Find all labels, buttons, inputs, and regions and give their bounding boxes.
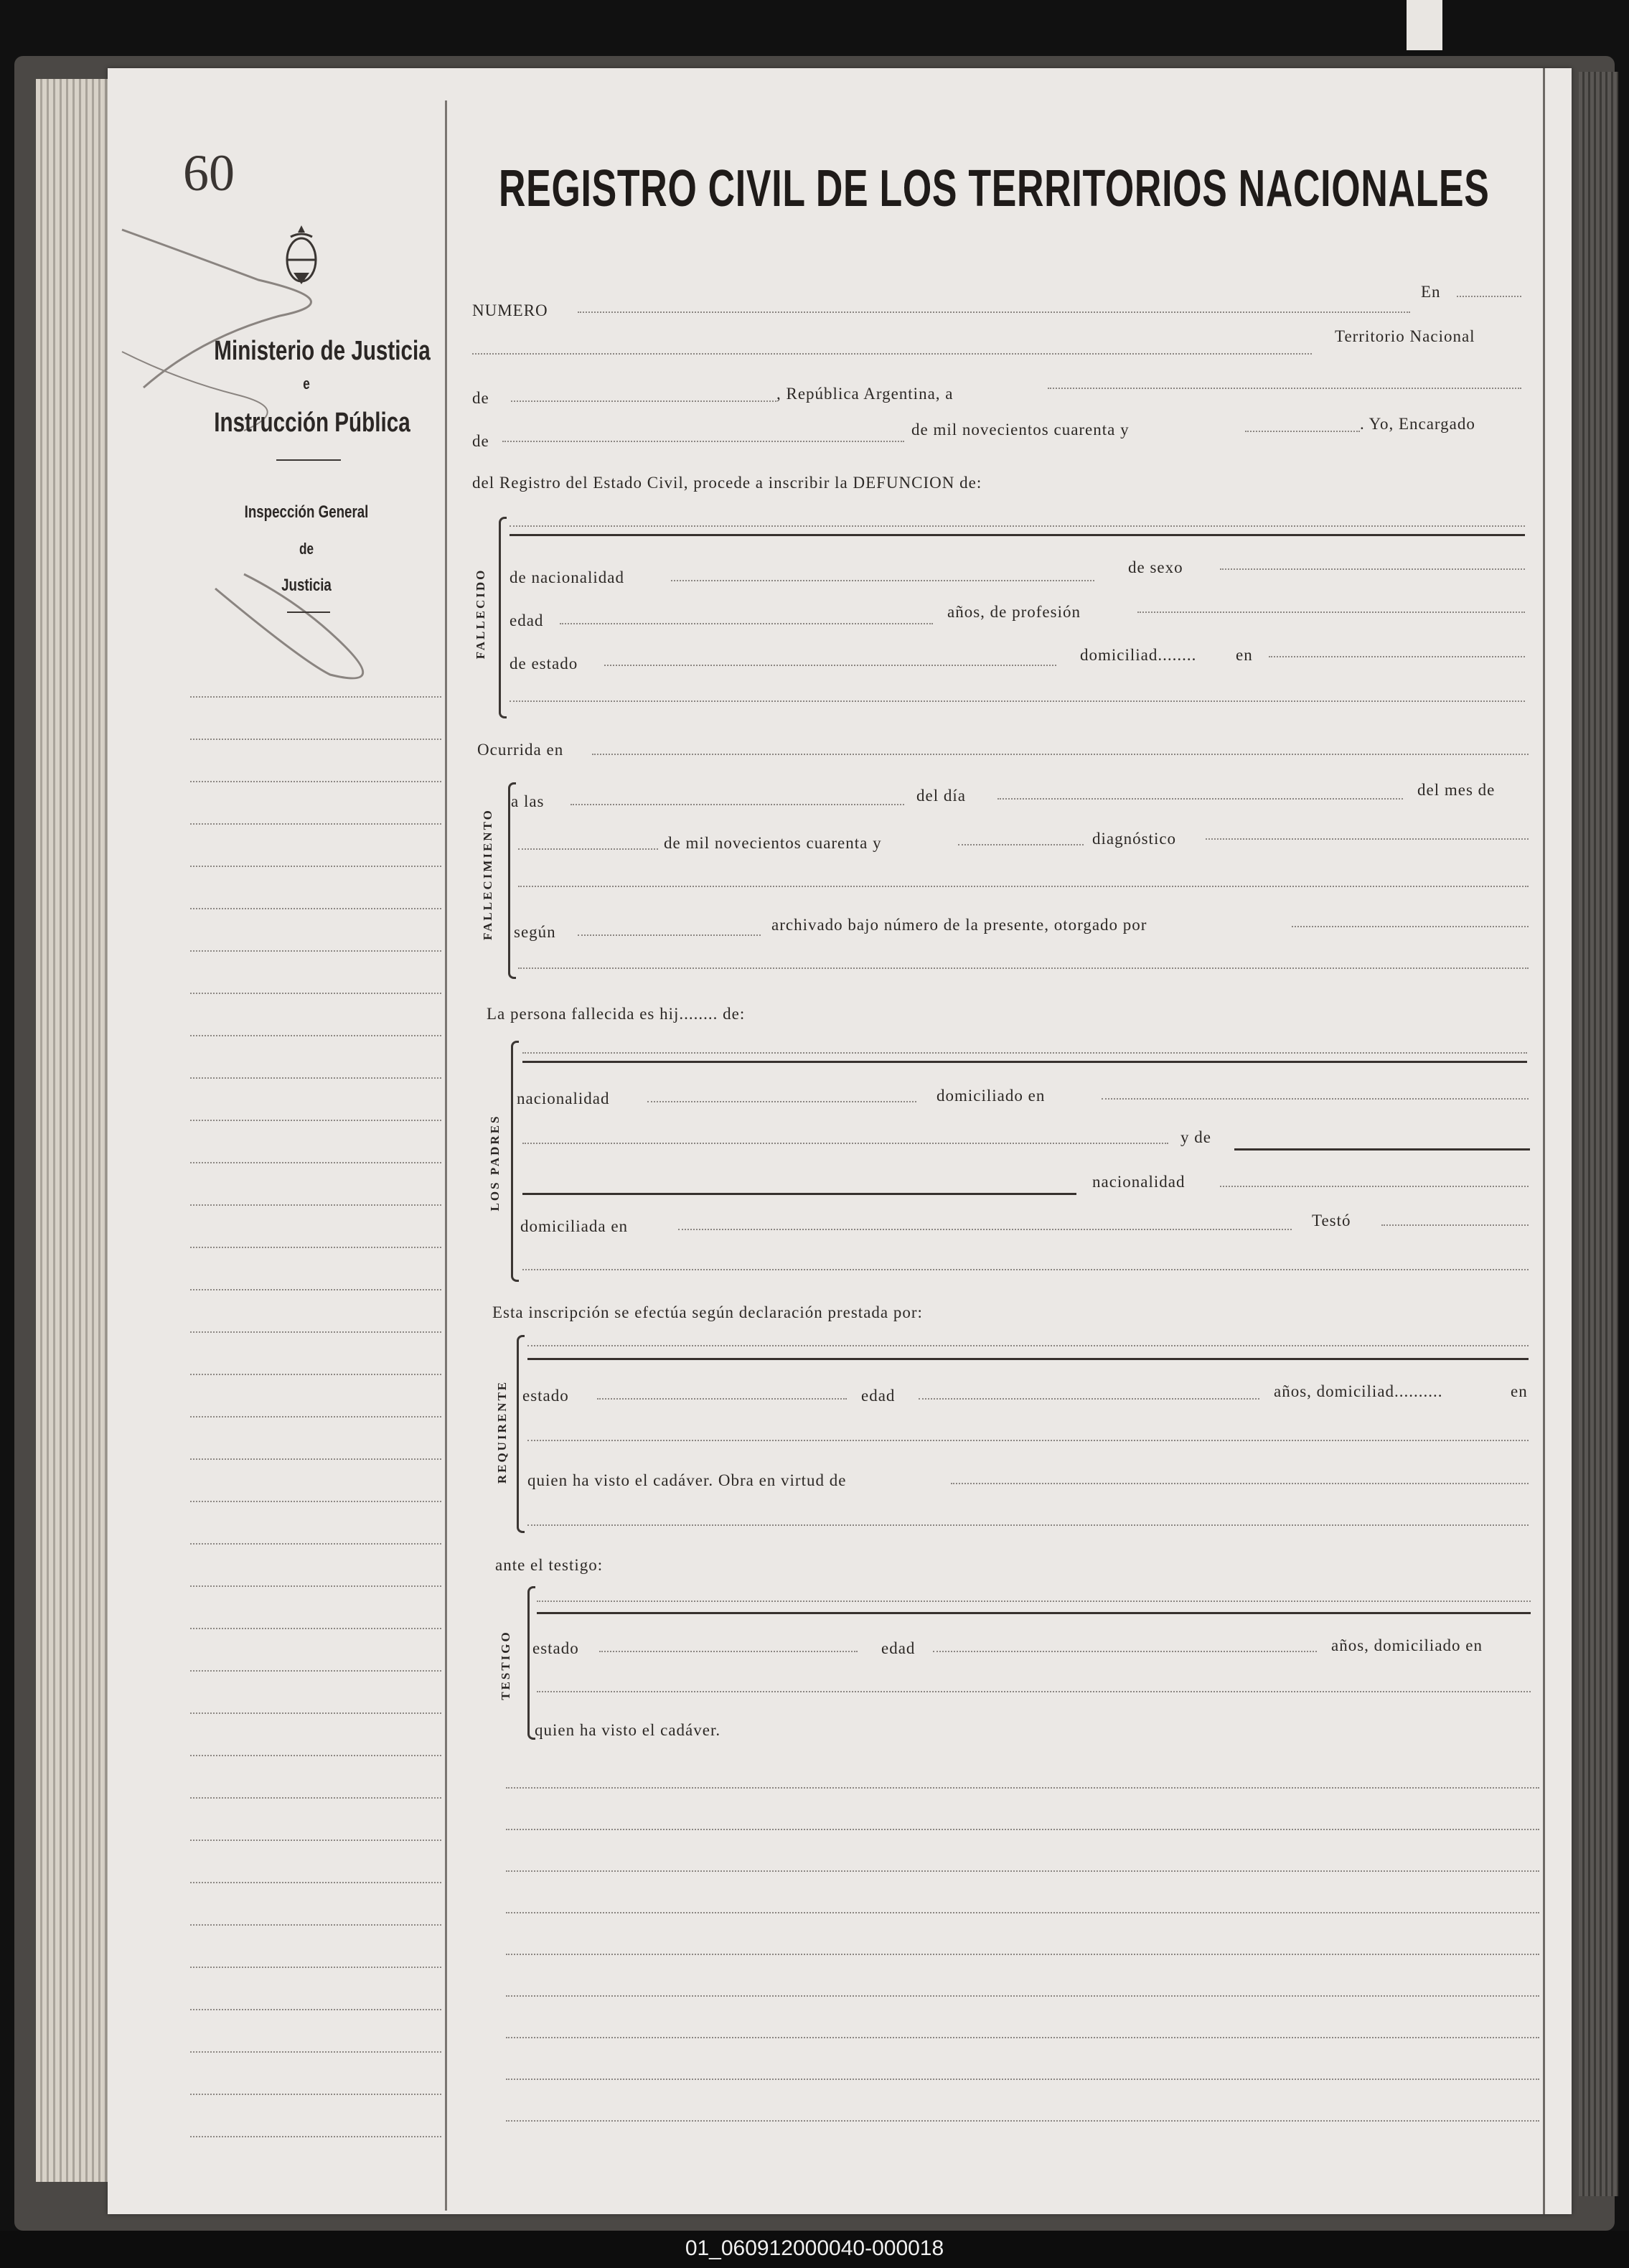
fallecido-extra-field[interactable] — [510, 700, 1525, 702]
obra-en-virtud-field[interactable] — [951, 1483, 1529, 1484]
fallecido-brace — [499, 517, 507, 718]
madre-extra-field[interactable] — [522, 1193, 1076, 1195]
label-segun: según — [514, 923, 556, 941]
label-numero: NUMERO — [472, 301, 548, 319]
edad-testigo-field[interactable] — [933, 1651, 1317, 1652]
label-archivado: archivado bajo número de la presente, otorgado por — [771, 916, 1147, 934]
margin-ruled-line — [190, 1247, 441, 1248]
de-field-1[interactable] — [511, 400, 776, 402]
padre-extra-field[interactable] — [522, 1143, 1168, 1144]
padres-label: LOS PADRES — [488, 1114, 502, 1212]
margin-ruled-line — [190, 950, 441, 952]
edad-requirente-field[interactable] — [919, 1398, 1259, 1400]
label-en: En — [1421, 283, 1441, 301]
padre-rule — [522, 1061, 1527, 1063]
margin-ruled-line — [190, 1585, 441, 1587]
label-edad-requirente: edad — [861, 1387, 896, 1405]
margin-divider-rule — [445, 100, 447, 2211]
estado-requirente-field[interactable] — [597, 1398, 847, 1400]
requirente-extra-field[interactable] — [527, 1524, 1529, 1526]
nacionalidad-madre-field[interactable] — [1220, 1186, 1529, 1187]
margin-ruled-line — [190, 1840, 441, 1841]
testigo-brace — [527, 1586, 535, 1740]
margin-ruled-line — [190, 1712, 441, 1714]
territorio-field[interactable] — [472, 353, 1312, 355]
label-anos-requirente: años, domiciliad.......... — [1274, 1382, 1443, 1400]
requirente-label: REQUIRENTE — [495, 1379, 509, 1484]
page-edges-right — [1579, 72, 1618, 2196]
requirente-brace — [517, 1335, 525, 1533]
label-edad-testigo: edad — [881, 1639, 916, 1657]
testo-field[interactable] — [1381, 1224, 1529, 1226]
nacionalidad-padre-field[interactable] — [647, 1101, 916, 1102]
body-ruled-line — [506, 2037, 1539, 2038]
margin-ruled-line — [190, 1755, 441, 1756]
ano-fallecimiento-field[interactable] — [958, 844, 1084, 845]
nacionalidad-field[interactable] — [671, 580, 1094, 581]
ministry-name-line1: Ministerio de Justicia — [214, 336, 431, 366]
margin-ruled-line — [190, 1924, 441, 1926]
fallecido-nombre-field[interactable] — [510, 525, 1525, 527]
margin-ruled-line — [190, 908, 441, 909]
numero-field[interactable] — [578, 311, 1410, 313]
ministry-conjunction: e — [303, 375, 310, 393]
segun-field[interactable] — [578, 934, 761, 936]
testigo-nombre-field[interactable] — [537, 1601, 1531, 1602]
body-ruled-line — [506, 2120, 1539, 2122]
label-domiciliada-en: domiciliada en — [520, 1217, 629, 1235]
right-margin-rule — [1543, 68, 1545, 2214]
otorgado-por-field[interactable] — [1292, 926, 1529, 927]
ocurrida-field[interactable] — [592, 754, 1529, 755]
label-estado-requirente: estado — [522, 1387, 569, 1405]
requirente-rule — [527, 1358, 1529, 1360]
fallecimiento-label: FALLECIMIENTO — [481, 808, 494, 940]
margin-ruled-line — [190, 1120, 441, 1121]
page-number: 60 — [183, 144, 235, 202]
margin-ruled-line — [190, 1543, 441, 1545]
label-yo-encargado: . Yo, Encargado — [1360, 415, 1475, 433]
margin-ruled-line — [190, 1670, 441, 1672]
margin-ruled-line — [190, 1628, 441, 1629]
madre-nombre-field[interactable] — [1234, 1148, 1530, 1151]
margin-ruled-line — [190, 823, 441, 825]
label-republica: , República Argentina, a — [776, 385, 954, 403]
register-title: REGISTRO CIVIL DE LOS TERRITORIOS NACIONALES — [499, 160, 1490, 217]
label-nacionalidad-padre: nacionalidad — [517, 1090, 610, 1107]
dia-field[interactable] — [997, 798, 1403, 800]
body-ruled-line — [506, 1995, 1539, 1997]
diagnostico-field[interactable] — [1206, 838, 1529, 840]
inspeccion-line2: de — [299, 540, 314, 558]
label-domiciliad: domiciliad........ — [1080, 646, 1197, 664]
body-ruled-line — [506, 1787, 1539, 1789]
padres-extra-field[interactable] — [522, 1269, 1529, 1270]
testigo-rule — [537, 1612, 1531, 1614]
testigo-domicilio-field[interactable] — [537, 1691, 1531, 1692]
inspeccion-divider — [287, 611, 330, 613]
label-a-las: a las — [511, 792, 545, 810]
label-edad: edad — [510, 611, 544, 629]
estado-field[interactable] — [604, 665, 1056, 666]
edad-field[interactable] — [560, 623, 933, 624]
body-ruled-line — [506, 2079, 1539, 2080]
body-ruled-line — [506, 1954, 1539, 1955]
margin-ruled-line — [190, 1077, 441, 1079]
label-inscripcion: Esta inscripción se efectúa según declaración prestada por: — [492, 1303, 923, 1321]
margin-ruled-line — [190, 2094, 441, 2095]
margin-ruled-line — [190, 1416, 441, 1418]
label-quien-testigo: quien ha visto el cadáver. — [535, 1721, 721, 1739]
margin-ruled-line — [190, 739, 441, 740]
label-estado-testigo: estado — [532, 1639, 579, 1657]
label-del-mes: del mes de — [1417, 781, 1496, 799]
fallecido-label: FALLECIDO — [474, 568, 487, 660]
estado-testigo-field[interactable] — [599, 1651, 858, 1652]
margin-ruled-line — [190, 2009, 441, 2010]
inspeccion-line3: Justicia — [281, 576, 332, 595]
padre-nombre-field[interactable] — [522, 1052, 1527, 1054]
label-ocurrida: Ocurrida en — [477, 741, 564, 759]
margin-ruled-line — [190, 696, 441, 698]
sexo-field[interactable] — [1220, 568, 1525, 570]
label-mil-fallecimiento: de mil novecientos cuarenta y — [664, 834, 882, 852]
hora-field[interactable] — [571, 804, 904, 805]
label-en-requirente: en — [1511, 1382, 1528, 1400]
margin-ruled-line — [190, 2136, 441, 2137]
label-anos-testigo: años, domiciliado en — [1331, 1636, 1483, 1654]
en-field[interactable] — [1457, 296, 1521, 297]
label-registro: del Registro del Estado Civil, procede a inscribir la DEFUNCION de: — [472, 474, 982, 492]
label-mil-header: de mil novecientos cuarenta y — [911, 421, 1130, 439]
margin-ruled-line — [190, 1374, 441, 1375]
mes-fallecimiento-field[interactable] — [518, 848, 658, 850]
label-en-domicilio: en — [1236, 646, 1253, 664]
ano-field[interactable] — [1245, 431, 1360, 432]
profesion-field[interactable] — [1137, 611, 1525, 613]
label-diagnostico: diagnóstico — [1092, 830, 1177, 848]
image-id-label: 01_060912000040-000018 — [685, 2236, 944, 2260]
label-sexo: de sexo — [1128, 558, 1183, 576]
label-nacionalidad-madre: nacionalidad — [1092, 1173, 1186, 1191]
label-y-de: y de — [1180, 1128, 1211, 1146]
label-nacionalidad: de nacionalidad — [510, 568, 624, 586]
label-domiciliado-en: domiciliado en — [936, 1087, 1046, 1105]
fallecido-rule — [510, 534, 1525, 536]
fallecimiento-brace — [508, 782, 516, 979]
diagnostico-extra-field[interactable] — [518, 886, 1529, 887]
margin-ruled-line — [190, 1204, 441, 1206]
ministry-divider — [276, 459, 341, 461]
label-persona-fallecida: La persona fallecida es hij........ de: — [487, 1005, 746, 1023]
ministry-name-line2: Instrucción Pública — [214, 408, 410, 438]
margin-ruled-line — [190, 781, 441, 782]
margin-ruled-line — [190, 866, 441, 867]
margin-ruled-line — [190, 1458, 441, 1460]
body-ruled-line — [506, 1870, 1539, 1872]
margin-ruled-line — [190, 1162, 441, 1163]
margin-ruled-line — [190, 1797, 441, 1799]
label-ante-testigo: ante el testigo: — [495, 1556, 604, 1574]
margin-ruled-line — [190, 1331, 441, 1333]
body-ruled-line — [506, 1829, 1539, 1830]
pen-flourish-decoration — [115, 215, 445, 689]
margin-ruled-line — [190, 1967, 441, 1968]
margin-ruled-line — [190, 2051, 441, 2053]
domicilio-field[interactable] — [1269, 656, 1525, 657]
label-quien-obra: quien ha visto el cadáver. Obra en virtud de — [527, 1471, 847, 1489]
fallecimiento-extra-field[interactable] — [518, 967, 1529, 969]
testigo-label: TESTIGO — [499, 1630, 512, 1700]
margin-ruled-line — [190, 1035, 441, 1036]
margin-ruled-line — [190, 1289, 441, 1290]
domicilio-madre-field[interactable] — [678, 1229, 1292, 1230]
domicilio-padre-field[interactable] — [1102, 1098, 1529, 1100]
fecha-field[interactable] — [1048, 388, 1521, 389]
label-de-1: de — [472, 389, 489, 407]
adjacent-page-corner — [1407, 0, 1442, 50]
label-testo: Testó — [1312, 1212, 1351, 1229]
requirente-domicilio-field[interactable] — [527, 1440, 1529, 1441]
label-de-2: de — [472, 432, 489, 450]
margin-ruled-line — [190, 1501, 441, 1502]
padres-brace — [511, 1041, 519, 1282]
requirente-nombre-field[interactable] — [527, 1345, 1529, 1346]
label-profesion: años, de profesión — [947, 603, 1081, 621]
inspeccion-line1: Inspección General — [244, 502, 369, 522]
body-ruled-line — [506, 1912, 1539, 1913]
label-estado: de estado — [510, 655, 578, 673]
margin-ruled-line — [190, 1882, 441, 1883]
margin-ruled-line — [190, 993, 441, 994]
label-territorio: Territorio Nacional — [1335, 327, 1475, 345]
mes-field[interactable] — [502, 441, 904, 442]
label-del-dia: del día — [916, 787, 966, 805]
